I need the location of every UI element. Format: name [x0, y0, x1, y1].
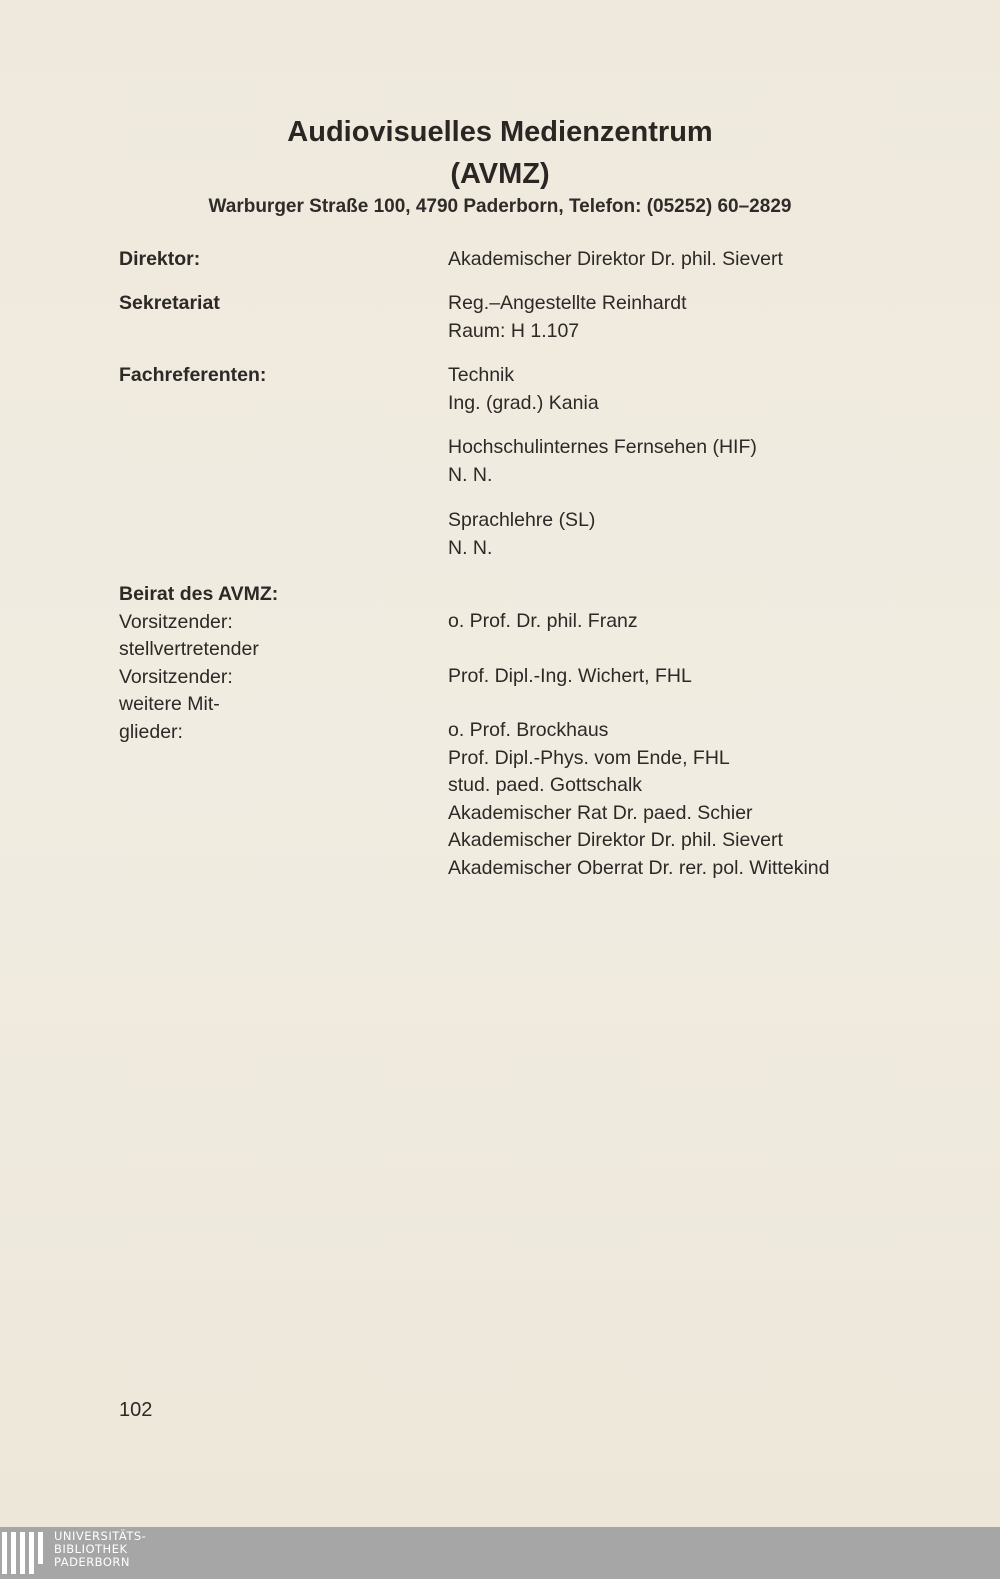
fachreferent-person: N. N.	[448, 536, 493, 559]
fachreferent-group	[448, 362, 599, 417]
direktor-label: Direktor:	[119, 248, 201, 270]
sekretariat-label: Sekretariat	[119, 292, 220, 314]
page-title: Audiovisuelles Medienzentrum	[287, 116, 713, 148]
beirat-heading: Beirat des AVMZ:	[119, 583, 279, 605]
weitere-members-list	[448, 717, 829, 882]
sekretariat-line: Raum: H 1.107	[448, 319, 580, 342]
fachreferent-area: Hochschulinternes Fernsehen (HIF)	[448, 436, 757, 458]
member-item: Akademischer Oberrat Dr. rer. pol. Wittekind	[448, 856, 830, 879]
member-item: Akademischer Direktor Dr. phil. Sievert	[448, 829, 783, 851]
sekretariat-line: Reg.–Angestellte Reinhardt	[448, 292, 687, 314]
address-line: Warburger Straße 100, 4790 Paderborn, Telefon: (05252) 60–2829	[208, 196, 792, 217]
fachreferent-group	[448, 434, 757, 489]
direktor-value: Akademischer Direktor Dr. phil. Sievert	[448, 248, 783, 270]
member-item: o. Prof. Brockhaus	[448, 719, 609, 741]
fachreferent-area: Technik	[448, 364, 515, 386]
beirat-labels	[119, 581, 278, 746]
vorsitzender-label: Vorsitzender:	[119, 610, 233, 633]
stellv-label-line2: Vorsitzender:	[119, 665, 233, 688]
member-item: Prof. Dipl.-Phys. vom Ende, FHL	[448, 746, 730, 769]
logo-line: BIBLIOTHEK	[54, 1542, 128, 1556]
fachreferent-group	[448, 507, 595, 562]
member-item: stud. paed. Gottschalk	[448, 774, 643, 796]
fachreferenten-label: Fachreferenten:	[119, 364, 267, 386]
stellv-label-line1: stellvertretender	[119, 638, 259, 660]
member-item: Akademischer Rat Dr. paed. Schier	[448, 801, 753, 824]
library-logo-text	[54, 1530, 146, 1569]
fachreferent-person: Ing. (grad.) Kania	[448, 391, 599, 414]
fachreferent-area: Sprachlehre (SL)	[448, 509, 596, 531]
logo-line: UNIVERSITÄTS-	[54, 1529, 147, 1543]
sekretariat-value	[448, 290, 687, 345]
page-title-abbreviation: (AVMZ)	[450, 158, 550, 190]
stellv-value: Prof. Dipl.-Ing. Wichert, FHL	[448, 665, 692, 687]
library-logo-icon	[2, 1532, 46, 1574]
logo-line: PADERBORN	[54, 1555, 131, 1569]
fachreferent-person: N. N.	[448, 463, 493, 486]
footer-bar	[0, 1527, 1000, 1579]
page-number: 102	[119, 1399, 153, 1421]
weitere-label-line2: glieder:	[119, 720, 183, 743]
weitere-label-line1: weitere Mit-	[119, 693, 220, 715]
vorsitzender-value: o. Prof. Dr. phil. Franz	[448, 610, 638, 632]
